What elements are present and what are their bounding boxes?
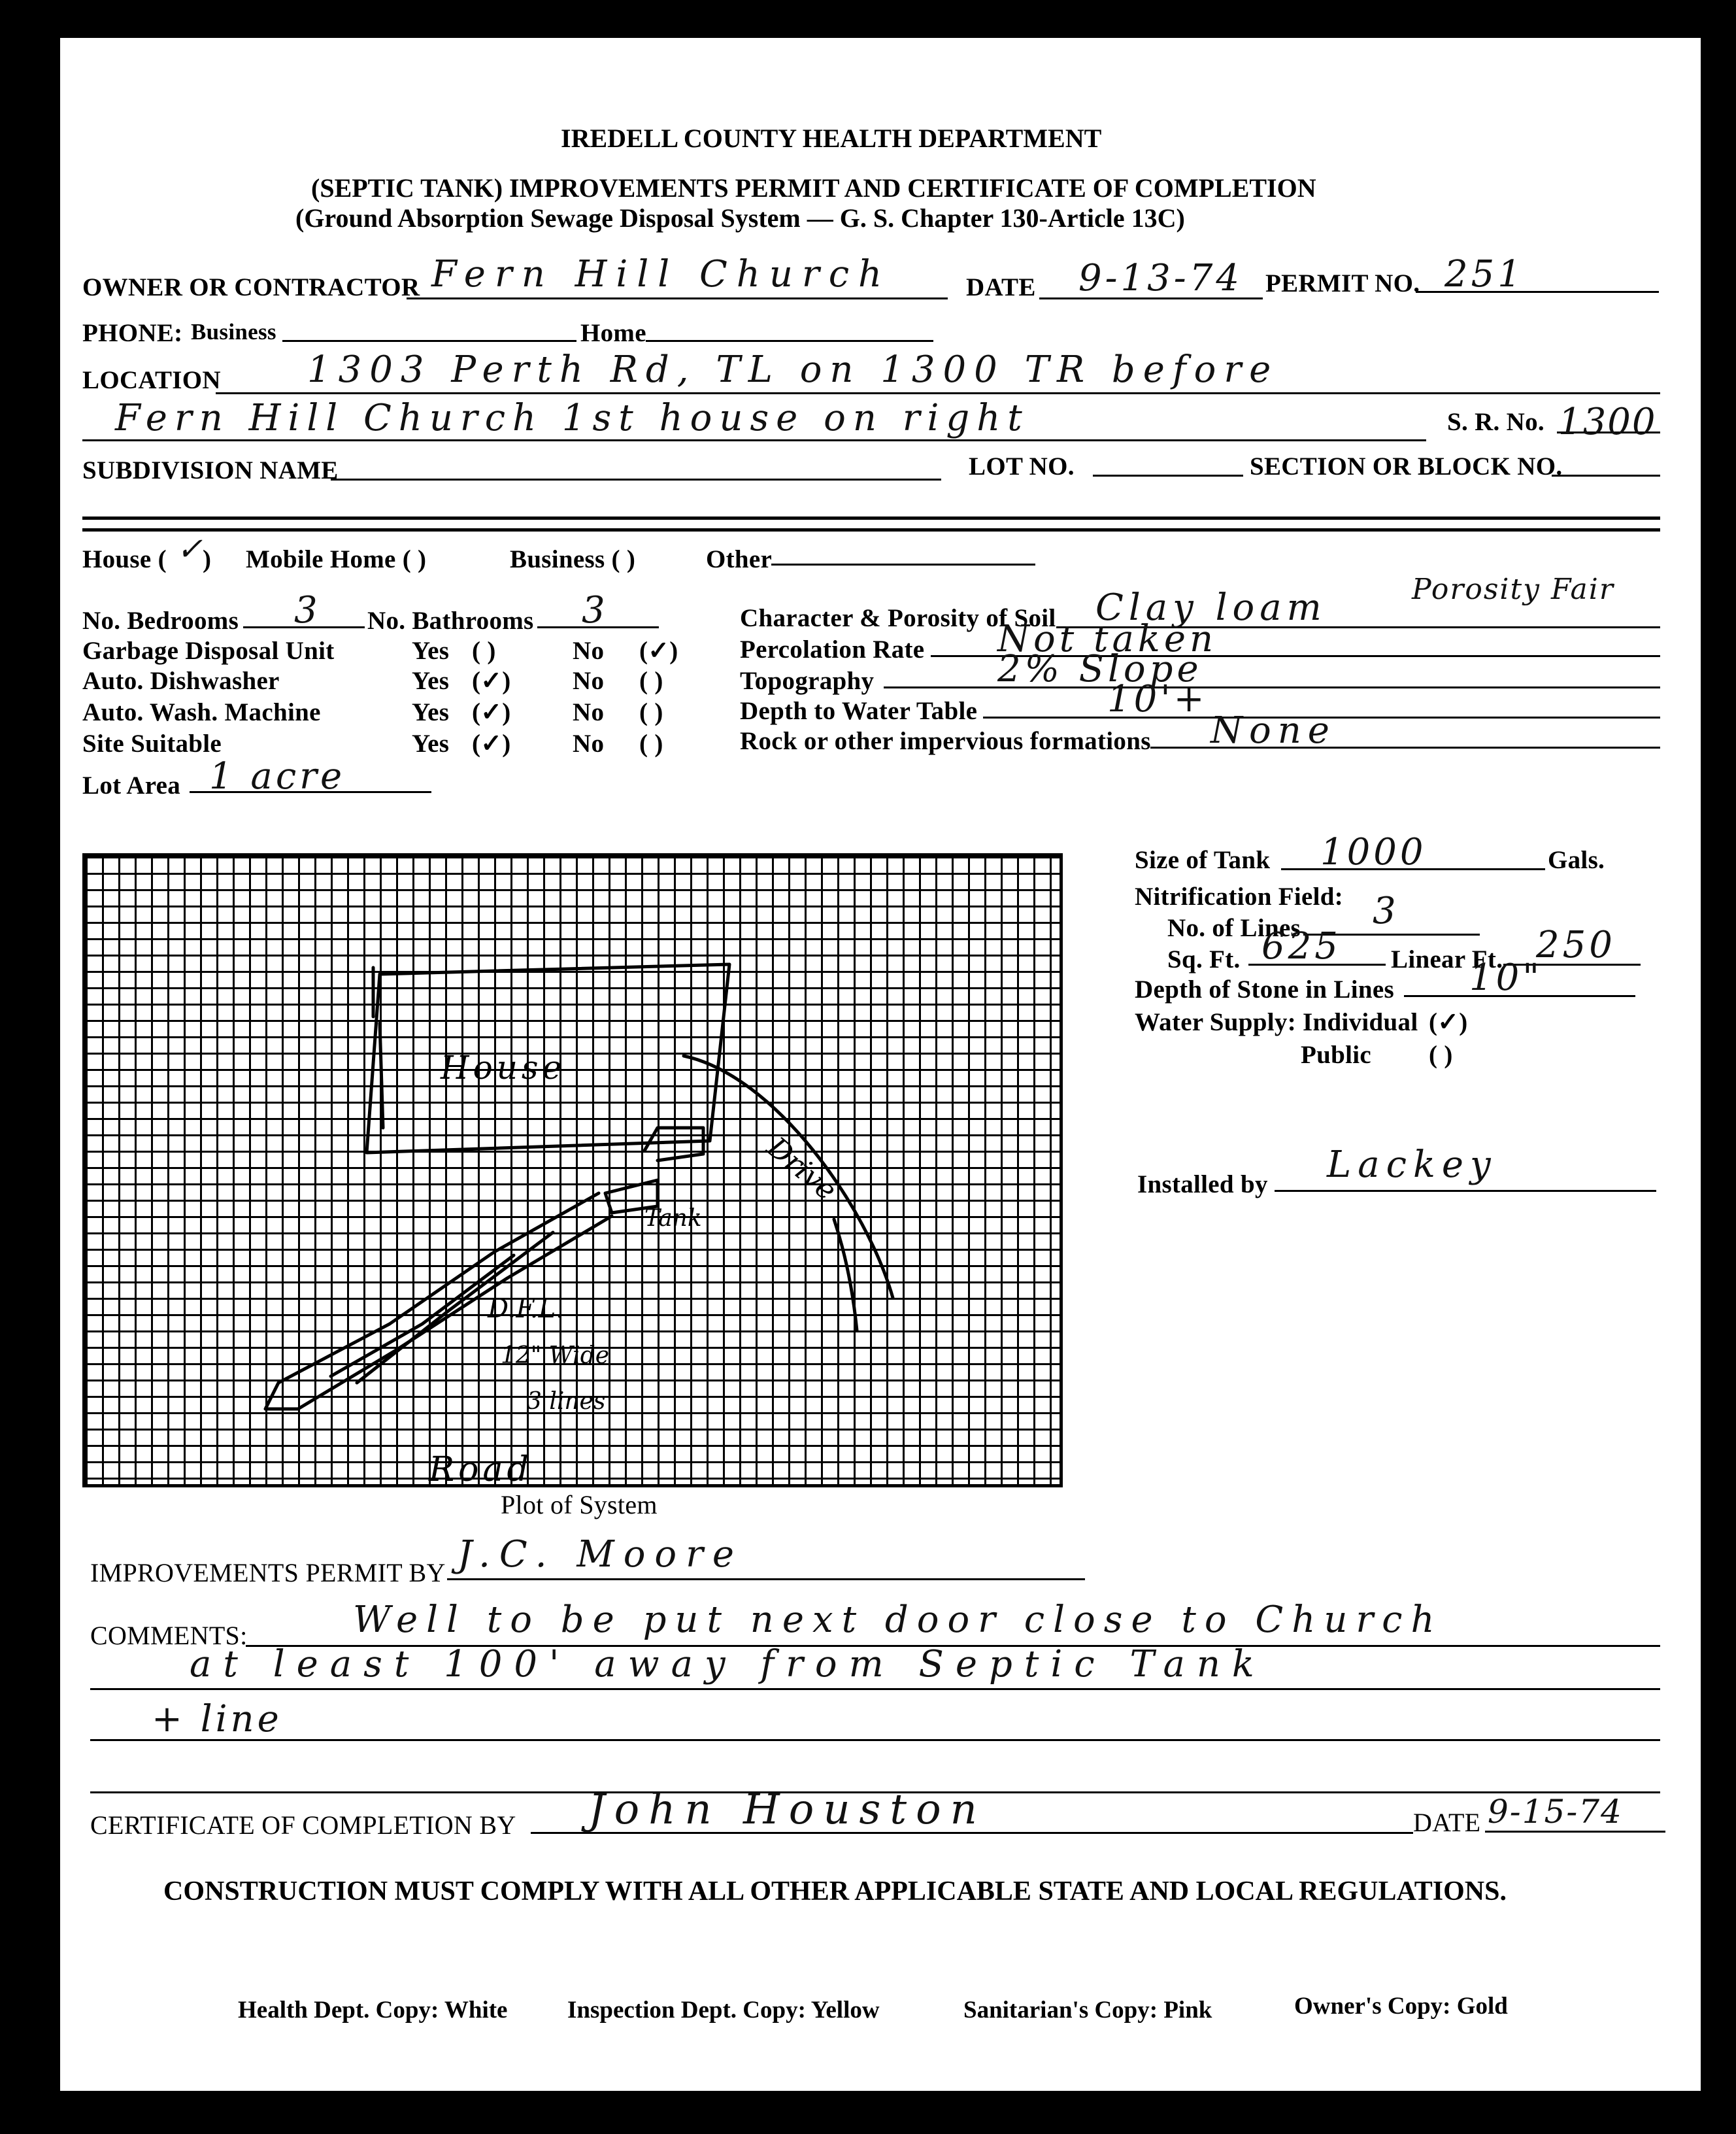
dishwasher-label: Auto. Dishwasher	[82, 667, 280, 695]
dishwasher-yes-label: Yes	[412, 667, 450, 695]
percolation-rate-value[interactable]: Not taken	[997, 618, 1218, 660]
copy-health-dept: Health Dept. Copy: White	[238, 1997, 508, 2024]
location-label: LOCATION	[82, 366, 221, 394]
garbage-yes-box[interactable]: ( )	[472, 637, 496, 665]
section-block-label: SECTION OR BLOCK NO.	[1250, 452, 1563, 481]
plot-caption: Plot of System	[501, 1490, 658, 1519]
gallons-label: Gals.	[1548, 846, 1605, 874]
plot-sketch	[82, 853, 1063, 1527]
form-subtitle: (Ground Absorption Sewage Disposal System — G. S. Chapter 130-Article 13C)	[295, 203, 1185, 233]
certificate-value[interactable]: John Houston	[588, 1786, 986, 1834]
permit-no-value[interactable]: 251	[1444, 253, 1524, 296]
compliance-notice: CONSTRUCTION MUST COMPLY WITH ALL OTHER APPLICABLE STATE AND LOCAL REGULATIONS.	[163, 1876, 1507, 1906]
garbage-yes-label: Yes	[412, 637, 450, 665]
location-line-2[interactable]: Fern Hill Church 1st house on right	[115, 397, 1029, 439]
permit-no-label: PERMIT NO.	[1265, 269, 1420, 297]
date-value[interactable]: 9-13-74	[1078, 257, 1243, 299]
house-mark[interactable]: ✓	[176, 531, 203, 567]
mobile-home-option[interactable]: Mobile Home ( )	[246, 545, 427, 573]
percolation-rate-label: Percolation Rate	[740, 635, 925, 664]
date-label: DATE	[966, 273, 1036, 301]
certificate-label: CERTIFICATE OF COMPLETION BY	[90, 1810, 516, 1840]
plot-label-width: 12" Wide	[501, 1342, 610, 1369]
individual-box[interactable]: (✓)	[1429, 1008, 1468, 1036]
site-no-box[interactable]: ( )	[639, 730, 663, 758]
washer-no-label: No	[573, 698, 605, 726]
sr-no-value[interactable]: 1300	[1558, 401, 1657, 443]
lot-area-value[interactable]: 1 acre	[209, 755, 346, 798]
linear-ft-value[interactable]: 250	[1536, 924, 1616, 966]
installed-by-label: Installed by	[1137, 1170, 1268, 1198]
department-heading: IREDELL COUNTY HEALTH DEPARTMENT	[561, 124, 1102, 153]
dishwasher-no-box[interactable]: ( )	[639, 667, 663, 695]
owner-label: OWNER OR CONTRACTOR	[82, 273, 420, 301]
house-close-paren: )	[203, 545, 212, 573]
bedrooms-label: No. Bedrooms	[82, 607, 239, 635]
copy-owner: Owner's Copy: Gold	[1294, 1993, 1508, 2020]
business-phone-label: Business	[191, 319, 276, 345]
site-suitable-label: Site Suitable	[82, 730, 222, 758]
sq-ft-label: Sq. Ft.	[1167, 945, 1241, 974]
comment-line-1[interactable]: Well to be put next door close to Church	[353, 1599, 1443, 1641]
owner-value[interactable]: Fern Hill Church	[431, 253, 892, 296]
house-label: House (	[82, 545, 167, 573]
plot-label-lines: 3 lines	[527, 1388, 606, 1415]
plot-label-drive: Drive	[760, 1130, 843, 1208]
business-option[interactable]: Business ( )	[510, 545, 636, 573]
lot-no-label: LOT NO.	[969, 452, 1075, 481]
bathrooms-label: No. Bathrooms	[367, 607, 534, 635]
comment-line-2[interactable]: at least 100' away from Septic Tank	[190, 1643, 1266, 1685]
washer-no-box[interactable]: ( )	[639, 698, 663, 726]
soil-porosity-value[interactable]: Porosity Fair	[1412, 573, 1614, 606]
soil-character-label: Character & Porosity of Soil	[740, 604, 1056, 632]
stone-depth-label: Depth of Stone in Lines	[1135, 975, 1394, 1004]
site-yes-label: Yes	[412, 730, 450, 758]
soil-character-value[interactable]: Clay loam	[1095, 586, 1327, 629]
plot-label-field: D.F.L.	[488, 1294, 564, 1324]
garbage-no-label: No	[573, 637, 605, 665]
other-label: Other	[706, 545, 773, 573]
sr-no-label: S. R. No.	[1447, 408, 1544, 436]
improvements-permit-label: IMPROVEMENTS PERMIT BY	[90, 1558, 446, 1587]
no-of-lines-value[interactable]: 3	[1373, 890, 1399, 932]
site-yes-box[interactable]: (✓)	[472, 730, 511, 758]
water-supply-label: Water Supply: Individual	[1135, 1008, 1418, 1036]
plot-label-house: House	[441, 1049, 566, 1087]
linear-ft-label: Linear Ft.	[1391, 945, 1503, 974]
public-label: Public	[1301, 1041, 1371, 1069]
dishwasher-yes-box[interactable]: (✓)	[472, 667, 511, 695]
washer-yes-label: Yes	[412, 698, 450, 726]
tank-size-label: Size of Tank	[1135, 846, 1271, 874]
certificate-date-label: DATE	[1413, 1808, 1481, 1837]
installed-by-value[interactable]: Lackey	[1327, 1143, 1497, 1186]
nitrification-field-label: Nitrification Field:	[1135, 883, 1344, 911]
topography-value[interactable]: 2% Slope	[997, 648, 1203, 690]
comment-line-3[interactable]: + line	[152, 1698, 282, 1740]
phone-label: PHONE:	[82, 319, 183, 347]
plot-label-tank: Tank	[644, 1205, 702, 1232]
dishwasher-no-label: No	[573, 667, 605, 695]
lot-area-label: Lot Area	[82, 771, 181, 800]
form-title: (SEPTIC TANK) IMPROVEMENTS PERMIT AND CERTIFICATE OF COMPLETION	[311, 173, 1316, 203]
copy-inspection-dept: Inspection Dept. Copy: Yellow	[567, 1997, 880, 2024]
public-box[interactable]: ( )	[1429, 1041, 1453, 1069]
improvements-permit-value[interactable]: J.C. Moore	[458, 1533, 744, 1576]
topography-label: Topography	[740, 667, 875, 695]
stone-depth-value[interactable]: 10"	[1469, 957, 1543, 999]
garbage-no-box[interactable]: (✓)	[639, 637, 678, 665]
washer-yes-box[interactable]: (✓)	[472, 698, 511, 726]
water-table-value[interactable]: 10'+	[1107, 678, 1208, 720]
no-of-lines-label: No. of Lines	[1167, 914, 1301, 942]
rock-formations-label: Rock or other impervious formations	[740, 727, 1151, 755]
washing-machine-label: Auto. Wash. Machine	[82, 698, 321, 726]
site-no-label: No	[573, 730, 605, 758]
subdivision-label: SUBDIVISION NAME	[82, 456, 339, 484]
location-line-1[interactable]: 1303 Perth Rd, TL on 1300 TR before	[307, 348, 1279, 391]
rock-formations-value[interactable]: None	[1210, 709, 1336, 752]
home-phone-label: Home	[580, 319, 646, 347]
sq-ft-value[interactable]: 625	[1261, 925, 1341, 968]
bedrooms-value[interactable]: 3	[294, 589, 321, 632]
comments-label: COMMENTS:	[90, 1621, 248, 1650]
plot-label-road: Road	[429, 1450, 533, 1489]
water-table-label: Depth to Water Table	[740, 697, 978, 725]
copy-sanitarian: Sanitarian's Copy: Pink	[963, 1997, 1212, 2024]
garbage-disposal-label: Garbage Disposal Unit	[82, 637, 335, 665]
certificate-date-value[interactable]: 9-15-74	[1488, 1793, 1623, 1831]
tank-size-value[interactable]: 1000	[1320, 831, 1427, 873]
bathrooms-value[interactable]: 3	[582, 589, 609, 632]
